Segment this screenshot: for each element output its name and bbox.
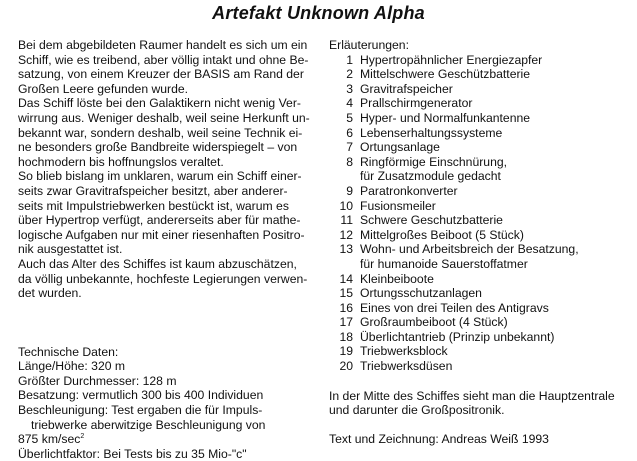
legend-item-number: 12 bbox=[339, 227, 353, 242]
legend-item-line bbox=[329, 67, 629, 82]
legend-item-number: 14 bbox=[339, 271, 353, 286]
legend-item-label: Wohn- und Arbeitsbreich der Besatzung, bbox=[360, 242, 579, 257]
description-text bbox=[18, 38, 310, 301]
legend-item-label: Ortungsschutzanlagen bbox=[360, 286, 482, 301]
description-line: So blieb bislang im unklaren, warum ein Schiff einer- bbox=[18, 169, 302, 184]
legend-item-label: Hyper- und Normalfunkantenne bbox=[360, 110, 531, 125]
legend-item bbox=[329, 140, 629, 155]
legend-item-label: Triebwerksdüsen bbox=[360, 359, 453, 374]
legend-item-line bbox=[329, 315, 629, 330]
spacer bbox=[329, 418, 629, 432]
tech-acceleration: Beschleunigung: Test ergaben die für Impuls- bbox=[18, 403, 263, 418]
legend-item bbox=[329, 242, 629, 271]
description-line: bekannt war, sondern deshalb, weil seine Technik ei- bbox=[18, 125, 303, 140]
tech-length: Länge/Höhe: 320 m bbox=[18, 359, 126, 374]
description-line: wirrung aus. Weniger deshalb, weil seine Herkunft un- bbox=[18, 110, 310, 125]
legend-item-label: Schwere Geschutzbatterie bbox=[360, 213, 503, 228]
legend-item-label: Fusionsmeiler bbox=[360, 198, 436, 213]
description-line: satzung, von einem Kreuzer der BASIS am Rand der bbox=[18, 67, 304, 82]
legend-item bbox=[329, 301, 629, 316]
legend-item bbox=[329, 359, 629, 374]
spacer bbox=[329, 374, 629, 389]
description-line: Großen Leere gefunden wurde. bbox=[18, 81, 189, 96]
legend-item-label: Ortungsanlage bbox=[360, 140, 440, 155]
legend-item-label: Paratronkonverter bbox=[360, 183, 458, 198]
legend-list bbox=[329, 53, 629, 374]
description-line: Bei dem abgebildeten Raumer handelt es sich um ein bbox=[18, 38, 308, 52]
legend-item-label: Hypertropähnlicher Energiezapfer bbox=[360, 52, 543, 67]
legend-item-number: 13 bbox=[339, 242, 353, 257]
legend-item-number: 8 bbox=[346, 154, 353, 169]
legend-item bbox=[329, 96, 629, 111]
legend-item-number: 6 bbox=[346, 125, 353, 140]
description-line: hochmodern bis hoffnungslos veraltet. bbox=[18, 154, 224, 169]
article-title: Artefakt Unknown Alpha bbox=[212, 3, 425, 23]
legend-item-number: 7 bbox=[346, 140, 353, 155]
legend-item bbox=[329, 286, 629, 301]
legend-item-line bbox=[329, 286, 629, 301]
legend-item-number: 2 bbox=[346, 67, 353, 82]
tech-acceleration-value-line bbox=[18, 432, 310, 447]
legend-item-line bbox=[329, 140, 629, 155]
legend-item-number: 3 bbox=[346, 81, 353, 96]
legend-item bbox=[329, 67, 629, 82]
legend-item-line bbox=[329, 126, 629, 141]
legend-item-number: 18 bbox=[339, 329, 353, 344]
legend-item bbox=[329, 213, 629, 228]
legend-item bbox=[329, 199, 629, 214]
legend-item-line bbox=[329, 301, 629, 316]
tech-diameter: Größter Durchmesser: 128 m bbox=[18, 373, 177, 388]
legend-item-number: 1 bbox=[346, 52, 353, 67]
description-line: logische Aufgaben nur mit einer riesenhaften Positro- bbox=[18, 227, 305, 242]
legend-item-label: Mittelgroßes Beiboot (5 Stück) bbox=[360, 227, 524, 242]
tech-acceleration-exponent: 2 bbox=[80, 433, 85, 441]
author-credit: Text und Zeichnung: Andreas Weiß 1993 bbox=[329, 431, 549, 446]
legend-item-label: für humanoide Sauerstoffatmer bbox=[360, 256, 528, 271]
description-line: ne besonders große Bandbreite widerspiegelt – von bbox=[18, 140, 298, 155]
legend-item bbox=[329, 53, 629, 68]
description-line: über Hypertrop verfügt, andererseits aber für mathe- bbox=[18, 213, 301, 228]
legend-item-number: 10 bbox=[339, 198, 353, 213]
tech-crew: Besatzung: vermutlich 300 bis 400 Individuen bbox=[18, 388, 264, 403]
tech-ftl-factor: Überlichtfaktor: Bei Tests bis zu 35 Mio-"c" bbox=[18, 446, 247, 461]
legend-item-label: Ringförmige Einschnürung, bbox=[360, 154, 508, 169]
legend-item-label: Kleinbeiboote bbox=[360, 271, 434, 286]
tech-acceleration-cont: triebwerke aberwitzige Beschleunigung von bbox=[31, 417, 266, 432]
legend-item-line bbox=[329, 111, 629, 126]
legend-item-number: 11 bbox=[340, 213, 353, 228]
legend-item bbox=[329, 111, 629, 126]
legend-note: und darunter die Großpositronik. bbox=[329, 403, 505, 418]
description-line: nik ausgestattet ist. bbox=[18, 242, 123, 257]
legend-note: In der Mitte des Schiffes sieht man die Hauptzentrale bbox=[329, 388, 615, 403]
legend-item-label: Lebenserhaltungssysteme bbox=[360, 125, 503, 140]
description-line: seits zwar Gravitrafspeicher besitzt, aber anderer- bbox=[18, 183, 288, 198]
description-line: da völlig unbekannte, hochfeste Legierungen verwen- bbox=[18, 271, 308, 286]
legend-item-continuation bbox=[329, 257, 629, 272]
tech-acceleration-value: 875 km/sec bbox=[18, 432, 81, 447]
legend-item bbox=[329, 82, 629, 97]
legend-item-number: 9 bbox=[346, 183, 353, 198]
legend-item-line bbox=[329, 213, 629, 228]
legend-item-label: Eines von drei Teilen des Antigravs bbox=[360, 300, 549, 315]
description-line: Das Schiff löste bei den Galaktikern nicht wenig Ver- bbox=[18, 96, 301, 111]
legend-item-number: 5 bbox=[346, 110, 353, 125]
legend-heading: Erläuterungen: bbox=[329, 38, 409, 52]
legend-item-line bbox=[329, 359, 629, 374]
legend-item-line bbox=[329, 184, 629, 199]
legend-item bbox=[329, 344, 629, 359]
legend-item bbox=[329, 126, 629, 141]
legend-item-line bbox=[329, 82, 629, 97]
description-line: seits mit Impulstriebwerken bestückt ist, warum es bbox=[18, 198, 289, 213]
legend-item bbox=[329, 315, 629, 330]
legend-item-label: Großraumbeiboot (4 Stück) bbox=[360, 315, 508, 330]
legend-item bbox=[329, 330, 629, 345]
legend-item-number: 4 bbox=[346, 96, 353, 111]
legend-item bbox=[329, 155, 629, 184]
legend-item-line bbox=[329, 96, 629, 111]
legend-item-number: 15 bbox=[339, 286, 353, 301]
legend-item-line bbox=[329, 272, 629, 287]
legend-item-continuation bbox=[329, 169, 629, 184]
legend-item-line bbox=[329, 199, 629, 214]
legend-item-line bbox=[329, 330, 629, 345]
legend-item bbox=[329, 272, 629, 287]
legend-item-line bbox=[329, 53, 629, 68]
legend-item bbox=[329, 228, 629, 243]
legend-item-label: Prallschirmgenerator bbox=[360, 96, 473, 111]
description-line: det wurden. bbox=[18, 286, 82, 301]
legend-item-label: Gravitrafspeicher bbox=[360, 81, 453, 96]
legend-item-number: 19 bbox=[339, 344, 353, 359]
right-column bbox=[329, 38, 629, 446]
description-line: Auch das Alter des Schiffes ist kaum abzuschätzen, bbox=[18, 256, 297, 271]
legend-item-label: Mittelschwere Geschützbatterie bbox=[360, 67, 531, 82]
legend-item-line bbox=[329, 344, 629, 359]
description-line: Schiff, wie es treibend, aber völlig intakt und ohne Be- bbox=[18, 52, 309, 67]
legend-item-line bbox=[329, 228, 629, 243]
technical-data bbox=[18, 345, 310, 461]
legend-item-line bbox=[329, 155, 629, 170]
legend-item bbox=[329, 184, 629, 199]
legend-item-line bbox=[329, 242, 629, 257]
legend-item-number: 17 bbox=[339, 315, 353, 330]
legend-item-label: Triebwerksblock bbox=[360, 344, 448, 359]
tech-heading: Technische Daten: bbox=[18, 344, 119, 359]
spacer bbox=[18, 301, 310, 345]
legend-item-number: 16 bbox=[339, 300, 353, 315]
left-column bbox=[18, 38, 310, 461]
legend-item-label: für Zusatzmodule gedacht bbox=[360, 169, 501, 184]
legend-item-label: Überlichtantrieb (Prinzip unbekannt) bbox=[360, 329, 555, 344]
legend-item-number: 20 bbox=[339, 359, 353, 374]
